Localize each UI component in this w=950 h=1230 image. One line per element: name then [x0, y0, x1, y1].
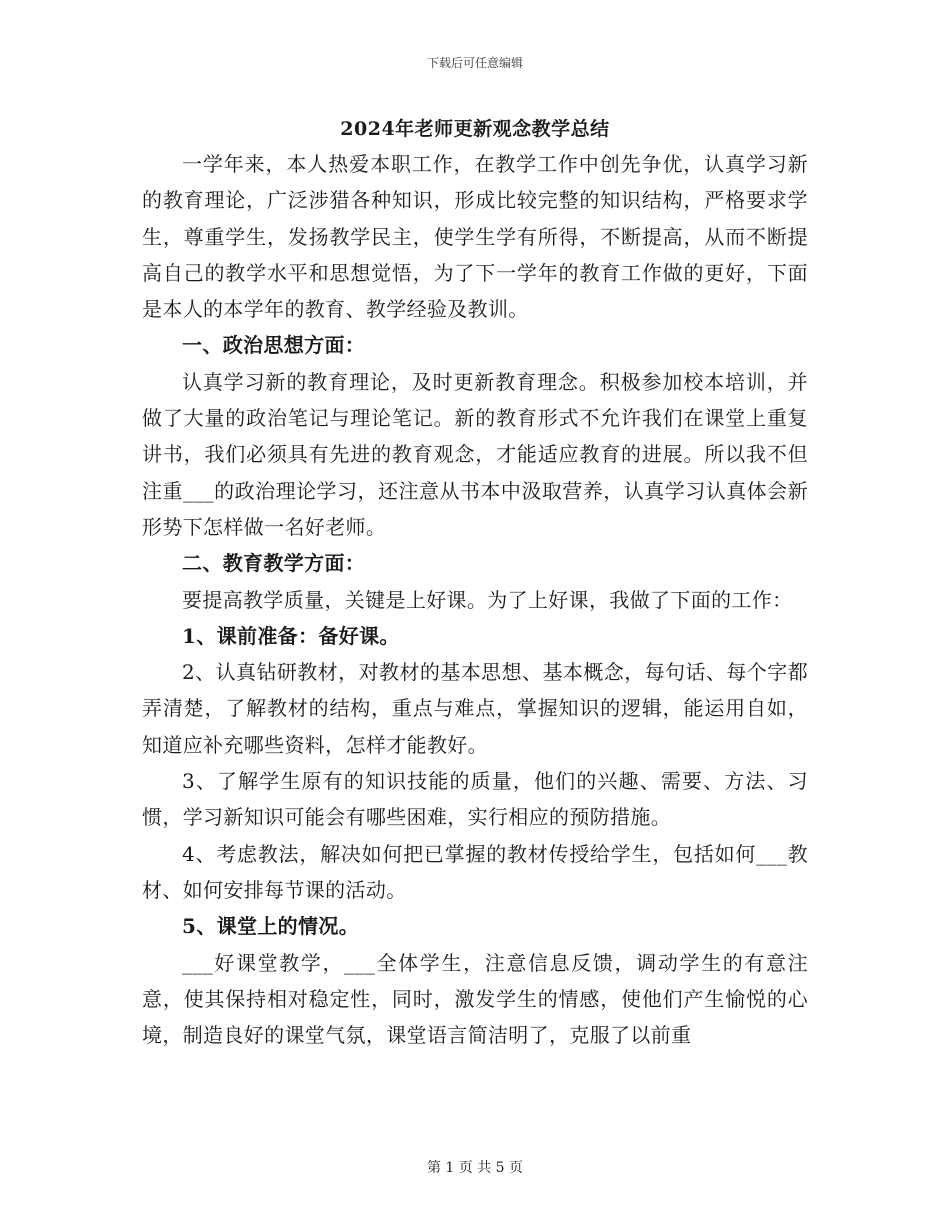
paragraph-item-4: 4、考虑教法，解决如何把已掌握的教材传授给学生，包括如何___教材、如何安排每节课的活动。 — [142, 841, 808, 902]
paragraph-classroom: ___好课堂教学，___全体学生，注意信息反馈，调动学生的有意注意，使其保持相对稳定性，同时，激发学生的情感，使他们产生愉悦的心境，制造良好的课堂气氛，课堂语言简洁明了，克服了以前重 — [142, 950, 808, 1048]
section-heading-teaching: 二、教育教学方面： — [182, 551, 366, 576]
page-footer-number: 第 1 页 共 5 页 — [426, 1160, 524, 1176]
paragraph-intro: 一学年来，本人热爱本职工作，在教学工作中创先争优，认真学习新的教育理论，广泛涉猎各种知识，形成比较完整的知识结构，严格要求学生，尊重学生，发扬教学民主，使学生学有所得，不断提高，从而不断提高自己的教学水平和思想觉悟，为了下一学年的教育工作做的更好，下面是本人的本学年的教育、教学经验及教训。 — [142, 152, 808, 322]
document-body — [142, 146, 808, 1053]
section-heading-politics: 一、政治思想方面： — [182, 333, 366, 358]
subheading-classroom: 5、课堂上的情况。 — [182, 914, 360, 939]
document-title: 2024年老师更新观念教学总结 — [340, 118, 610, 140]
paragraph-politics: 认真学习新的教育理论，及时更新教育理念。积极参加校本培训，并做了大量的政治笔记与理论笔记。新的教育形式不允许我们在课堂上重复讲书，我们必须具有先进的教育观念，才能适应教育的进展。所以我不但注重___的政治理论学习，还注意从书本中汲取营养，认真学习认真体会新形势下怎样做一名好老师。 — [142, 369, 808, 539]
subheading-lesson-prep: 1、课前准备：备好课。 — [182, 623, 400, 648]
paragraph-item-3: 3、了解学生原有的知识技能的质量，他们的兴趣、需要、方法、习惯，学习新知识可能会有哪些困难，实行相应的预防措施。 — [142, 769, 808, 830]
page-header-note: 下载后可任意编辑 — [426, 56, 523, 70]
paragraph-item-2: 2、认真钻研教材，对教材的基本思想、基本概念，每句话、每个字都弄清楚，了解教材的结构，重点与难点，掌握知识的逻辑，能运用自如，知道应补充哪些资料，怎样才能教好。 — [142, 660, 808, 757]
paragraph-teaching-intro: 要提高教学质量，关键是上好课。为了上好课，我做了下面的工作： — [182, 587, 793, 612]
